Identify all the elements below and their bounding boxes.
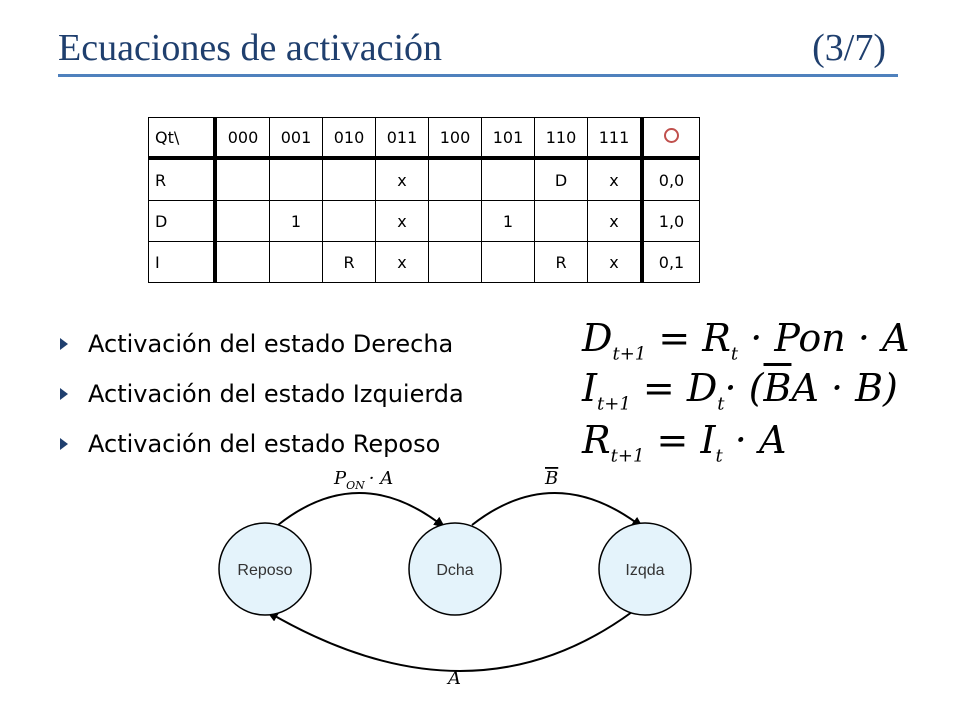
eq-rhs-sub: t [730, 343, 739, 365]
eq-rhs-var: R [702, 316, 731, 360]
slide-number: (3/7) [812, 27, 886, 69]
table-cell: x [376, 201, 429, 242]
edge-label-sub: ON [346, 479, 365, 492]
edge-label-reposo-dcha [333, 468, 393, 492]
eq-lhs-sub: t+1 [597, 393, 631, 415]
eq-lhs-sub: t+1 [612, 343, 647, 365]
edge-label-dcha-izqda: B [545, 468, 559, 489]
eq-rhs-var: D [686, 366, 718, 410]
bullet-text: Activación del estado Izquierda [88, 380, 464, 408]
bullet-text: Activación del estado Derecha [88, 330, 454, 358]
eq-lhs: I [582, 366, 598, 410]
node-label: Dcha [436, 562, 474, 579]
title-text: Ecuaciones de activación [58, 27, 443, 69]
table-cell: R [323, 242, 376, 283]
table-cell: x [376, 242, 429, 283]
eq-rest: · Pon · A [750, 316, 910, 360]
eq-rest: · A [734, 418, 787, 462]
table-cell: x [588, 242, 643, 283]
node-label: Reposo [237, 562, 293, 579]
eq-rhs-var: I [700, 418, 716, 462]
table-header-cell: 100 [429, 118, 482, 159]
table-cell: 1,0 [642, 201, 700, 242]
table-cell: D [149, 201, 216, 242]
edge-label-izqda-reposo: A [448, 668, 461, 689]
eq-rhs-sub: t [715, 445, 723, 467]
edge-label-rest: · A [368, 468, 394, 489]
bullet-text: Activación del estado Reposo [88, 430, 441, 458]
table-cell: D [535, 158, 588, 201]
table-cell: 0,0 [642, 158, 700, 201]
table-header-cell: 010 [323, 118, 376, 159]
table-cell: R [149, 158, 216, 201]
eq-equals: = [642, 366, 675, 410]
table-cell: I [149, 242, 216, 283]
eq-rhs-sub: t [717, 393, 725, 415]
table-header-cell: 011 [376, 118, 429, 159]
eq-rest: A · B) [791, 366, 898, 410]
table-header-cell: Qt\ [149, 118, 216, 159]
eq-lhs: D [582, 316, 613, 360]
eq-lhs-sub: t+1 [610, 445, 645, 467]
table-cell: 1 [270, 201, 323, 242]
table-cell: 1 [482, 201, 535, 242]
table-cell: x [588, 158, 643, 201]
eq-lhs: R [582, 418, 611, 462]
table-cell: x [376, 158, 429, 201]
table-header-cell: 110 [535, 118, 588, 159]
table-header-cell: 101 [482, 118, 535, 159]
edge-label-var: P [334, 468, 347, 489]
transition-dcha-izqda [472, 493, 642, 527]
node-label: Izqda [625, 562, 665, 579]
table-cell: 0,1 [642, 242, 700, 283]
table-cell: x [588, 201, 643, 242]
table-header-cell: 111 [588, 118, 643, 159]
table-header-cell: 001 [270, 118, 323, 159]
transition-izqda-reposo [268, 612, 632, 671]
transition-reposo-dcha [278, 493, 444, 527]
table-header-cell: 000 [215, 118, 270, 159]
table-cell: R [535, 242, 588, 283]
eq-equals: = [656, 418, 689, 462]
eq-negated-var: $\overline{B}$ [763, 366, 792, 410]
eq-paren: · ( [724, 366, 764, 410]
eq-equals: = [658, 316, 691, 360]
